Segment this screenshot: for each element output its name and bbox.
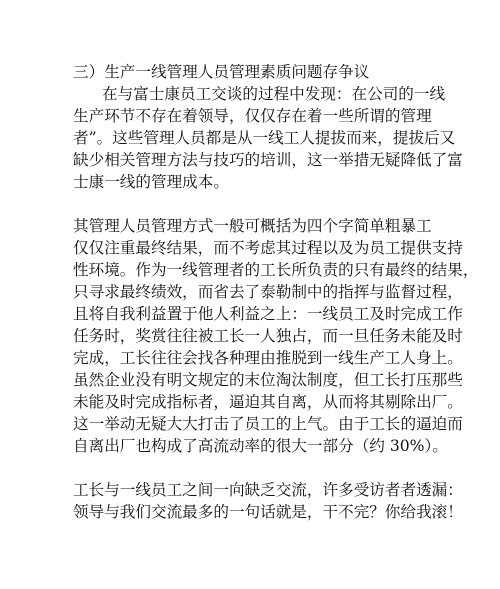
- paragraph-2-line-5: 且将自我利益置于他人利益之上：一线员工及时完成工作: [73, 305, 463, 323]
- paragraph-2-line-6: 任务时，奖赏往往被工长一人独占，而一旦任务未能及时: [73, 327, 463, 345]
- paragraph-2-line-1: 其管理人员管理方式一般可概括为四个字简单粗暴工: [73, 217, 432, 235]
- paragraph-2-line-3: 性环境。作为一线管理者的工长所负责的只有最终的结果，: [73, 261, 479, 279]
- paragraph-1-line-4: 缺少相关管理方法与技巧的培训，这一举措无疑降低了富: [73, 151, 463, 169]
- paragraph-2-line-11: 自离出厂也构成了高流动率的很大一部分（约 30%）。: [73, 437, 448, 455]
- paragraph-1-line-1: 在与富士康员工交谈的过程中发现：在公司的一线: [102, 85, 446, 103]
- paragraph-1-line-2: 生产环节不存在着领导，仅仅存在着一些所谓的管理: [73, 107, 432, 125]
- paragraph-3-line-1: 工长与一线员工之间一向缺乏交流，许多受访者者透漏：: [73, 481, 463, 499]
- paragraph-2-line-10: 这一举动无疑大大打击了员工的上气。由于工长的逼迫而: [73, 415, 463, 433]
- paragraph-1-line-3: 者”。这些管理人员都是从一线工人提拔而来，提拔后又: [73, 129, 456, 147]
- paragraph-1-line-5: 士康一线的管理成本。: [73, 173, 229, 191]
- paragraph-2-line-2: 仅仅注重最终结果，而不考虑其过程以及为员工提供支持: [73, 239, 463, 257]
- paragraph-2-line-7: 完成，工长往往会找各种理由推脱到一线生产工人身上。: [73, 349, 463, 367]
- section-heading: 三）生产一线管理人员管理素质问题存争议: [73, 63, 370, 81]
- paragraph-2-line-8: 虽然企业没有明文规定的末位淘汰制度，但工长打压那些: [73, 371, 463, 389]
- paragraph-2-line-4: 只寻求最终绩效，而省去了泰勒制中的指挥与监督过程，: [73, 283, 463, 301]
- paragraph-3-line-2: 领导与我们交流最多的一句话就是，干不完？你给我滚！: [73, 503, 463, 521]
- paragraph-2-line-9: 未能及时完成指标者，逼迫其自离，从而将其剔除出厂。: [73, 393, 463, 411]
